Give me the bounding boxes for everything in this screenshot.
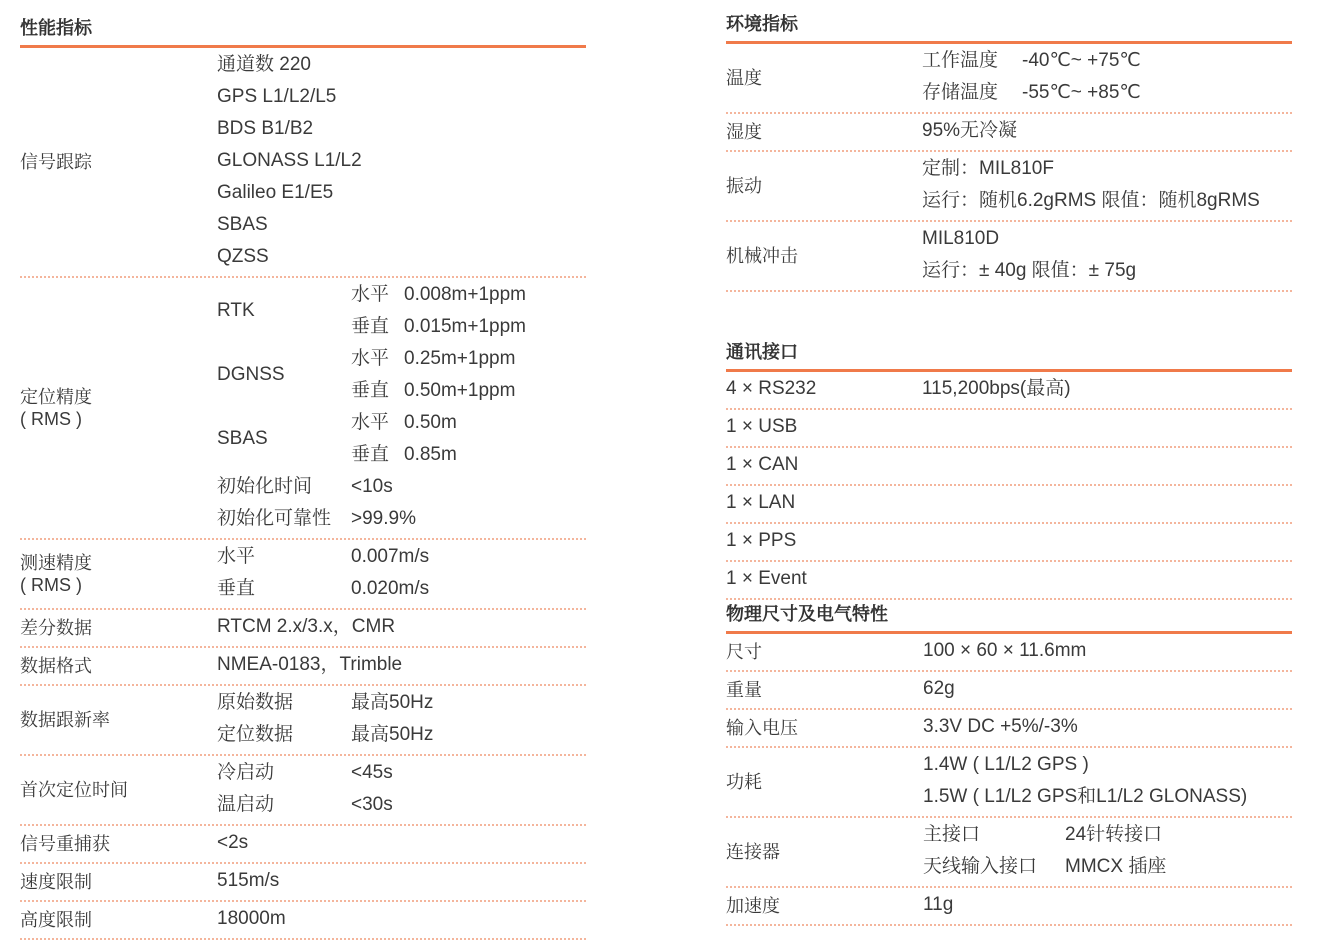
spec-row: [726, 818, 1292, 888]
spec-line: [20, 573, 586, 605]
spec-row: [726, 524, 1292, 562]
spec-line: [726, 889, 1292, 921]
group-name: DGNSS: [217, 364, 285, 385]
spec-row: [726, 634, 1292, 672]
row-label-text: 温度: [726, 68, 762, 88]
spec-line: [726, 373, 1292, 405]
spec-line: [20, 757, 586, 789]
spec-line: [20, 177, 586, 209]
spec-cell: 0.015m+1ppm: [404, 316, 526, 337]
spec-line: [20, 49, 586, 81]
spec-line: [20, 407, 586, 439]
section-performance: [20, 14, 586, 940]
row-label-text: 信号重捕获: [20, 834, 110, 854]
spec-cell: 0.25m+1ppm: [404, 348, 516, 369]
spec-cell: 0.50m+1ppm: [404, 380, 516, 401]
spec-row: [20, 756, 586, 826]
row-label-text: 高度限制: [20, 910, 92, 930]
spec-cell: 水平: [351, 348, 390, 369]
spec-line: [726, 525, 1292, 557]
spec-cell: 水平: [351, 284, 390, 305]
spec-line: [20, 503, 586, 535]
spec-row: [20, 648, 586, 686]
spec-row: [726, 152, 1292, 222]
spec-cell: 24针转接口: [1065, 824, 1163, 845]
section-title: 性能指标: [20, 18, 92, 38]
spec-cell: 515m/s: [217, 870, 280, 891]
spec-cell: 100 × 60 × 11.6mm: [923, 640, 1087, 661]
spec-line: [20, 687, 586, 719]
spec-row: [20, 278, 586, 540]
spec-line: [20, 343, 586, 375]
spec-cell: 初始化可靠性: [217, 508, 332, 529]
row-label-text: 信号跟踪: [20, 152, 92, 172]
row-label-text: 首次定位时间: [20, 780, 128, 800]
spec-cell: 温启动: [217, 794, 275, 815]
spec-cell: 通道数 220: [217, 54, 311, 75]
row-label-text: ( RMS ): [20, 409, 82, 429]
spec-line: [726, 115, 1292, 147]
row-label-text: 速度限制: [20, 872, 92, 892]
spec-cell: 垂直: [351, 380, 390, 401]
spec-cell: 初始化时间: [217, 476, 313, 497]
spec-cell: NMEA-0183，Trimble: [217, 654, 403, 675]
spec-line: [20, 279, 586, 311]
spec-group: [20, 343, 586, 407]
spec-line: [726, 781, 1292, 813]
spec-cell: 主接口: [923, 824, 981, 845]
spec-line: [20, 145, 586, 177]
row-label-text: 测速精度: [20, 553, 92, 573]
spec-line: [726, 255, 1292, 287]
spec-cell: 11g: [923, 894, 954, 915]
row-label-text: 输入电压: [726, 718, 798, 738]
spec-line: [726, 223, 1292, 255]
spec-line: [726, 77, 1292, 109]
spec-line: [726, 411, 1292, 443]
group-name: RTK: [217, 300, 255, 321]
spec-cell: 115,200bps(最高): [922, 378, 1071, 399]
section-title: 环境指标: [726, 14, 798, 34]
spec-cell: 1 × PPS: [726, 530, 797, 551]
spec-line: [20, 311, 586, 343]
section-environment: [726, 10, 1292, 292]
spec-row: [20, 826, 586, 864]
spec-cell: 1 × CAN: [726, 454, 799, 475]
spec-cell: 0.50m: [404, 412, 457, 433]
spec-line: [726, 635, 1292, 667]
spec-line: [20, 471, 586, 503]
spec-cell: 1 × USB: [726, 416, 798, 437]
spec-cell: 1.5W ( L1/L2 GPS和L1/L2 GLONASS): [923, 786, 1248, 807]
spec-line: [726, 749, 1292, 781]
spec-cell: 运行：± 40g 限值：± 75g: [922, 260, 1137, 281]
spec-line: [20, 81, 586, 113]
spec-row: [20, 48, 586, 278]
spec-cell: 最高50Hz: [351, 724, 434, 745]
spec-row: [20, 610, 586, 648]
spec-cell: 垂直: [217, 578, 256, 599]
spec-line: [20, 719, 586, 751]
spec-cell: 0.007m/s: [351, 546, 430, 567]
spec-line: [726, 487, 1292, 519]
spec-line: [20, 541, 586, 573]
spec-cell: 定制：MIL810F: [922, 158, 1054, 179]
spec-cell: 运行：随机6.2gRMS 限值：随机8gRMS: [922, 190, 1260, 211]
section-interfaces: [726, 338, 1292, 600]
spec-line: [726, 563, 1292, 595]
spec-cell: 95%无冷凝: [922, 120, 1018, 141]
spec-line: [726, 185, 1292, 217]
row-label-text: 差分数据: [20, 618, 92, 638]
spec-cell: <2s: [217, 832, 249, 853]
spec-cell: 垂直: [351, 316, 390, 337]
spec-line: [20, 903, 586, 935]
spec-row: [726, 748, 1292, 818]
spec-line: [20, 375, 586, 407]
spec-cell: >99.9%: [351, 508, 416, 529]
spec-line: [726, 45, 1292, 77]
row-label-text: 定位精度: [20, 387, 92, 407]
section-title: 通讯接口: [726, 342, 798, 362]
spec-cell: <30s: [351, 794, 393, 815]
row-label-text: 湿度: [726, 122, 762, 142]
spec-row: [726, 562, 1292, 600]
spec-cell: 原始数据: [217, 692, 294, 713]
spec-cell: 0.008m+1ppm: [404, 284, 526, 305]
spec-row: [726, 486, 1292, 524]
spec-row: [726, 672, 1292, 710]
spec-row: [726, 410, 1292, 448]
spec-line: [726, 449, 1292, 481]
spec-cell: 存储温度: [922, 82, 999, 103]
spec-line: [20, 611, 586, 643]
spec-row: [20, 686, 586, 756]
spec-cell: 1 × Event: [726, 568, 807, 589]
spec-line: [20, 649, 586, 681]
row-label-text: 数据跟新率: [20, 710, 110, 730]
spec-cell: 最高50Hz: [351, 692, 434, 713]
section-title: 物理尺寸及电气特性: [726, 604, 888, 624]
spec-row: [726, 888, 1292, 926]
spec-cell: 62g: [923, 678, 955, 699]
spec-line: [726, 819, 1292, 851]
spec-cell: GLONASS L1/L2: [217, 150, 362, 171]
spec-cell: QZSS: [217, 246, 269, 267]
spec-cell: GPS L1/L2/L5: [217, 86, 337, 107]
spec-cell: 水平: [351, 412, 390, 433]
row-label-text: 连接器: [726, 842, 780, 862]
spec-row: [726, 710, 1292, 748]
spec-cell: 垂直: [351, 444, 390, 465]
spec-line: [20, 439, 586, 471]
spec-row: [726, 372, 1292, 410]
spec-row: [726, 44, 1292, 114]
row-label-text: 机械冲击: [726, 246, 798, 266]
spec-line: [20, 113, 586, 145]
spec-cell: SBAS: [217, 214, 268, 235]
spec-group: [20, 407, 586, 471]
spec-cell: <45s: [351, 762, 393, 783]
group-name: SBAS: [217, 428, 268, 449]
spec-line: [20, 241, 586, 273]
spec-cell: 4 × RS232: [726, 378, 817, 399]
row-label-text: 加速度: [726, 896, 780, 916]
spec-line: [726, 711, 1292, 743]
spec-cell: 0.85m: [404, 444, 457, 465]
spec-row: [20, 902, 586, 940]
spec-line: [20, 827, 586, 859]
row-label-text: 尺寸: [726, 642, 762, 662]
spec-row: [20, 864, 586, 902]
spec-group: [20, 279, 586, 343]
spec-line: [20, 865, 586, 897]
spec-cell: -40℃~ +75℃: [1022, 50, 1141, 71]
spec-cell: <10s: [351, 476, 393, 497]
spec-line: [20, 209, 586, 241]
spec-cell: 1.4W ( L1/L2 GPS ): [923, 754, 1089, 775]
spec-line: [726, 851, 1292, 883]
spec-row: [726, 114, 1292, 152]
spec-cell: MIL810D: [922, 228, 1000, 249]
spec-cell: Galileo E1/E5: [217, 182, 334, 203]
spec-line: [726, 673, 1292, 705]
spec-line: [726, 153, 1292, 185]
spec-cell: RTCM 2.x/3.x，CMR: [217, 616, 396, 637]
spec-cell: 定位数据: [217, 724, 294, 745]
spec-cell: 水平: [217, 546, 256, 567]
spec-line: [20, 789, 586, 821]
spec-cell: BDS B1/B2: [217, 118, 314, 139]
spec-cell: 1 × LAN: [726, 492, 796, 513]
spec-cell: 18000m: [217, 908, 286, 929]
row-label-text: 振动: [726, 176, 762, 196]
row-label-text: 功耗: [726, 772, 762, 792]
spec-cell: 工作温度: [922, 50, 999, 71]
spec-cell: 冷启动: [217, 762, 275, 783]
spec-row: [20, 540, 586, 610]
spec-cell: MMCX 插座: [1065, 856, 1167, 877]
spec-cell: 0.020m/s: [351, 578, 430, 599]
spec-row: [726, 448, 1292, 486]
row-label-text: 数据格式: [20, 656, 92, 676]
section-physical: [726, 600, 1292, 926]
row-label-text: ( RMS ): [20, 575, 82, 595]
spec-cell: 3.3V DC +5%/-3%: [923, 716, 1078, 737]
spec-row: [726, 222, 1292, 292]
spec-cell: 天线输入接口: [923, 856, 1038, 877]
spec-cell: -55℃~ +85℃: [1022, 82, 1141, 103]
row-label-text: 重量: [726, 680, 762, 700]
